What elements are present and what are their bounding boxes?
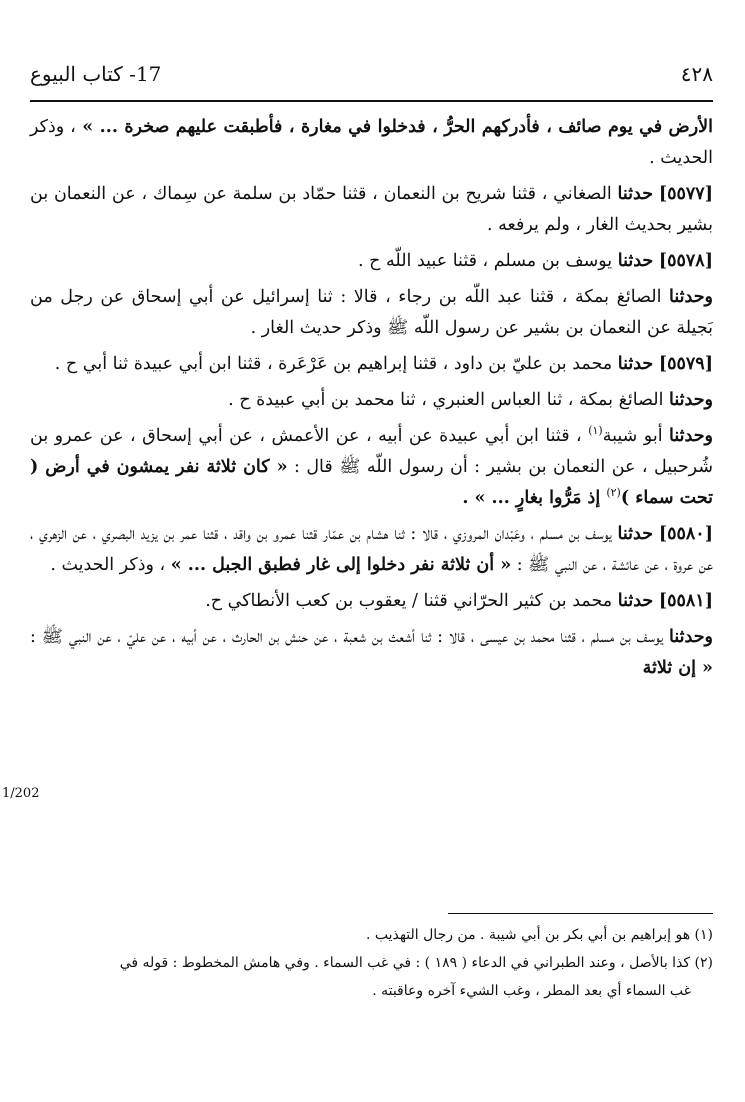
- narration-lead: حدثنا: [617, 524, 654, 544]
- footnote-2-continuation: غب السماء أي بعد المطر ، وغب الشيء آخره وعاقبته .: [372, 983, 691, 999]
- page-number: ٤٢٨: [680, 62, 713, 86]
- narration-lead: وحدثنا: [669, 426, 713, 446]
- hadith-5578: [30, 246, 713, 277]
- hadith-5581: [30, 586, 713, 617]
- hadith-number: [٥٥٨٠]: [658, 524, 713, 544]
- narration-lead: حدثنا: [617, 354, 654, 374]
- hadith-5577: [30, 179, 713, 241]
- paragraph-text: ، قثنا ابن أبي عبيدة عن أبيه ، عن الأعمش ، عن أبي إسحاق ، عن عمرو بن شُرحبيل ، عن النعمان بن بشير : أن رسول اللّه ﷺ قال :: [30, 426, 713, 477]
- narration-lead: حدثنا: [617, 251, 654, 271]
- footnote-rule: [448, 913, 713, 914]
- paragraph-text: يوسف بن مسلم ، قثنا محمد بن عيسى ، قالا : ثنا أشعث بن شعبة ، عن حنش بن الحارث ، عن أبيه ، عن عليّ ، عن النبي ﷺ :: [30, 627, 670, 647]
- paragraph-text: الصغاني ، قثنا شريح بن النعمان ، قثنا حمّاد بن سلمة عن سِماك ، عن النعمان بن بشير بحديث الغار ، ولم يرفعه .: [30, 184, 713, 235]
- quoted-text: « إن ثلاثة: [642, 658, 713, 678]
- manuscript-folio-note: 1/202: [2, 786, 40, 801]
- hadith-5579: [30, 349, 713, 380]
- hadith-number: [٥٥٧٨]: [658, 251, 713, 271]
- quoted-text: « أن ثلاثة نفر دخلوا إلى غار فطبق الجبل ... »: [170, 555, 512, 575]
- paragraph-text: يوسف بن مسلم ، وعَبْدان المروزي ، قالا : ثنا هشام بن عمّار قثنا عمرو بن واقد ، قثنا عمر بن يزيد البصري ، عن الزهري ، عن عروة ، عن عائشة ، عن النبي ﷺ :: [30, 524, 713, 575]
- chapter-title: 17- كتاب البيوع: [30, 62, 162, 86]
- paragraph-text: محمد بن كثير الحرّاني قثنا / يعقوب بن كعب الأنطاكي ح.: [205, 591, 618, 611]
- footnote-ref: (٢): [606, 486, 621, 500]
- paragraph-text: يوسف بن مسلم ، قثنا عبيد اللّه ح .: [358, 251, 618, 271]
- paragraph-text: الصائغ بمكة ، ثنا العباس العنبري ، ثنا محمد بن أبي عبيدة ح .: [228, 390, 670, 410]
- footnote-ref: (١): [588, 424, 603, 438]
- paragraph-text: محمد بن عليّ بن داود ، قثنا إبراهيم بن عَرْعَرة ، قثنا ابن أبي عبيدة ثنا أبي ح .: [54, 354, 618, 374]
- hadith-5580: [30, 519, 713, 581]
- paragraph-text: ، وذكر الحديث .: [30, 117, 713, 168]
- narration-lead: وحدثنا: [669, 627, 713, 647]
- hadith-number: [٥٥٧٩]: [658, 354, 713, 374]
- header-rule: [30, 100, 713, 102]
- footnotes: [30, 922, 713, 1006]
- quoted-text: « كان ثلاثة نفر يمشون في أرض ( تحت سماء ): [30, 457, 713, 508]
- narration-lead: حدثنا: [617, 184, 654, 204]
- hadith-number: [٥٥٨١]: [658, 591, 713, 611]
- paragraph-text: أبو شيبة: [602, 426, 670, 446]
- paragraph-continuation: [30, 112, 713, 174]
- hadith-5578-chain: [30, 282, 713, 344]
- paragraph-text: الصائغ بمكة ، قثنا عبد اللّه بن رجاء ، قالا : ثنا إسرائيل عن أبي إسحاق عن رجل من بَجيلة عن النعمان بن بشير عن رسول اللّه ﷺ وذكر حديث الغار .: [30, 287, 713, 338]
- narration-lead: وحدثنا: [669, 390, 713, 410]
- quoted-text: الأرض في يوم صائف ، فأدركهم الحرُّ ، فدخلوا في مغارة ، فأطبقت عليهم صخرة ... »: [75, 117, 713, 137]
- paragraph-text: ، وذكر الحديث .: [50, 555, 171, 575]
- page-header: [30, 58, 713, 98]
- footnote-2: (٢) كذا بالأصل ، وعند الطبراني في الدعاء ( ١٨٩ ) : في غب السماء . وفي هامش المخطوط : قوله في: [119, 955, 713, 971]
- main-text: [30, 112, 713, 689]
- hadith-5581-chain: [30, 622, 713, 684]
- quoted-text: إذ مَرُّوا بغارٍ ... » .: [462, 488, 607, 508]
- footnote-1: (١) هو إبراهيم بن أبي بكر بن أبي شيبة . من رجال التهذيب .: [365, 927, 713, 943]
- hadith-5579-chain-2: [30, 421, 713, 514]
- hadith-number: [٥٥٧٧]: [658, 184, 713, 204]
- hadith-5579-chain-1: [30, 385, 713, 416]
- narration-lead: حدثنا: [617, 591, 654, 611]
- narration-lead: وحدثنا: [669, 287, 713, 307]
